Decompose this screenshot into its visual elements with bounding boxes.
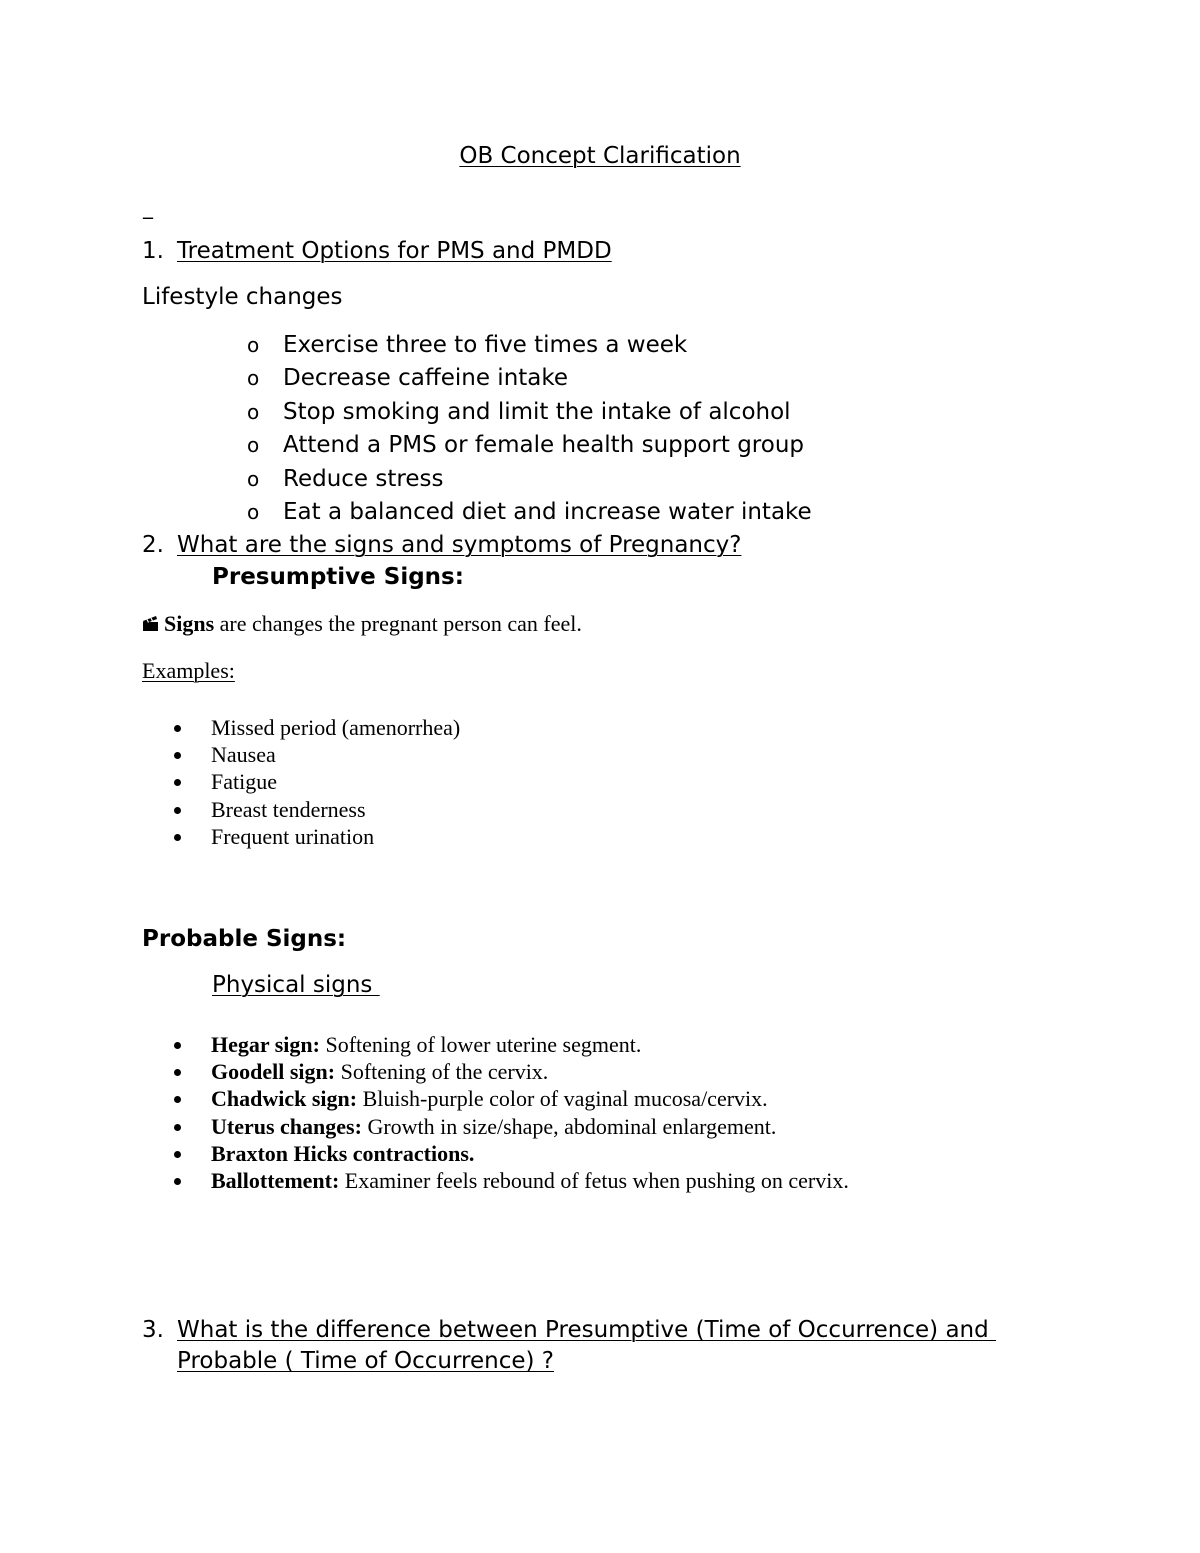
list-item: [142, 796, 460, 823]
list-item: [244, 429, 812, 462]
list-item-text: Breast tenderness: [211, 796, 366, 822]
section-1-number: 1.: [142, 238, 164, 264]
list-item-text: Missed period (amenorrhea): [211, 715, 461, 740]
list-item: [244, 496, 812, 529]
list-item: [244, 362, 812, 395]
signs-definition: [142, 610, 582, 638]
probable-signs-list: [142, 1031, 849, 1194]
signs-term: Signs: [164, 611, 215, 636]
list-item: [142, 714, 460, 741]
section-3-heading: [142, 1315, 996, 1345]
list-item: [142, 1058, 849, 1085]
page-title: [0, 141, 1200, 171]
bullet-dot: [174, 1096, 181, 1103]
sign-term: Ballottement:: [211, 1167, 340, 1193]
list-item-text: Fatigue: [211, 769, 277, 795]
list-item: [142, 1167, 849, 1194]
list-item: [142, 741, 460, 768]
bullet-dot: [174, 807, 181, 814]
physical-signs-subheading: [212, 970, 380, 1000]
probable-signs-heading: Probable Signs:: [142, 926, 347, 952]
section-1-heading: [142, 236, 612, 266]
bullet-dot: [174, 1069, 181, 1076]
lifestyle-list: [244, 329, 812, 529]
lifestyle-changes-label: Lifestyle changes: [142, 284, 343, 310]
page-title-text: OB Concept Clarification: [459, 143, 741, 169]
clapperboard-icon: [142, 610, 164, 638]
section-3-number: 3.: [142, 1317, 164, 1343]
list-item: [142, 1140, 849, 1167]
bullet-dot: [174, 752, 181, 759]
sign-term: Goodell sign:: [211, 1059, 336, 1085]
list-item: [142, 823, 460, 850]
list-item: [142, 1113, 849, 1140]
list-item: [142, 1085, 849, 1112]
presumptive-examples-list: [142, 714, 460, 850]
o-bullet: o: [247, 399, 260, 424]
sign-description: Softening of lower uterine segment.: [319, 1032, 642, 1057]
examples-label: Examples:: [142, 658, 235, 683]
section-2-number: 2.: [142, 532, 164, 558]
sign-term: Hegar sign:: [211, 1032, 320, 1057]
list-item-text: Decrease caffeine intake: [283, 365, 569, 392]
bullet-dot: [174, 1042, 181, 1049]
o-bullet: o: [247, 466, 260, 491]
sign-term: Chadwick sign:: [211, 1086, 358, 1112]
section-3-heading-continued: [177, 1346, 554, 1376]
list-item: [244, 396, 812, 429]
physical-signs-text: Physical signs: [212, 972, 380, 998]
sign-description: Softening of the cervix.: [335, 1059, 549, 1085]
o-bullet: o: [247, 499, 260, 524]
signs-definition-text: are changes the pregnant person can feel.: [214, 611, 582, 636]
sign-description: Examiner feels rebound of fetus when pushing on cervix.: [339, 1167, 849, 1193]
bullet-dot: [174, 834, 181, 841]
section-3-title-line-2: Probable ( Time of Occurrence) ?: [177, 1348, 554, 1374]
list-item-text: Eat a balanced diet and increase water intake: [283, 498, 812, 525]
list-item: [244, 463, 812, 496]
list-item: [142, 768, 460, 795]
o-bullet: o: [247, 366, 260, 391]
section-2-heading: [142, 530, 741, 560]
sign-term: Braxton Hicks contractions.: [211, 1140, 475, 1166]
list-item-text: Nausea: [211, 742, 276, 768]
o-bullet: o: [247, 433, 260, 458]
section-1-title: Treatment Options for PMS and PMDD: [177, 238, 612, 264]
o-bullet: o: [247, 333, 260, 357]
sign-description: Bluish-purple color of vaginal mucosa/cervix.: [357, 1086, 768, 1112]
list-item-text: Exercise three to five times a week: [283, 332, 688, 358]
bullet-dot: [174, 725, 181, 732]
list-item-text: Stop smoking and limit the intake of alcohol: [283, 398, 791, 425]
sign-description: Growth in size/shape, abdominal enlargement.: [361, 1113, 777, 1139]
list-item-text: Attend a PMS or female health support group: [283, 432, 805, 459]
bullet-dot: [174, 1178, 181, 1185]
sign-term: Uterus changes:: [211, 1113, 362, 1139]
bullet-dot: [174, 779, 181, 786]
bullet-dot: [174, 1151, 181, 1158]
list-item: [244, 329, 812, 362]
list-item-text: Reduce stress: [283, 465, 444, 492]
bullet-dot: [174, 1124, 181, 1131]
section-3-title-line-1: What is the difference between Presumptive (Time of Occurrence) and: [177, 1317, 997, 1343]
list-item-text: Frequent urination: [211, 823, 375, 849]
presumptive-signs-heading: Presumptive Signs:: [212, 564, 464, 590]
section-2-title: What are the signs and symptoms of Pregnancy?: [177, 532, 742, 558]
list-item: [142, 1031, 849, 1058]
stray-underscore: _: [143, 195, 153, 219]
